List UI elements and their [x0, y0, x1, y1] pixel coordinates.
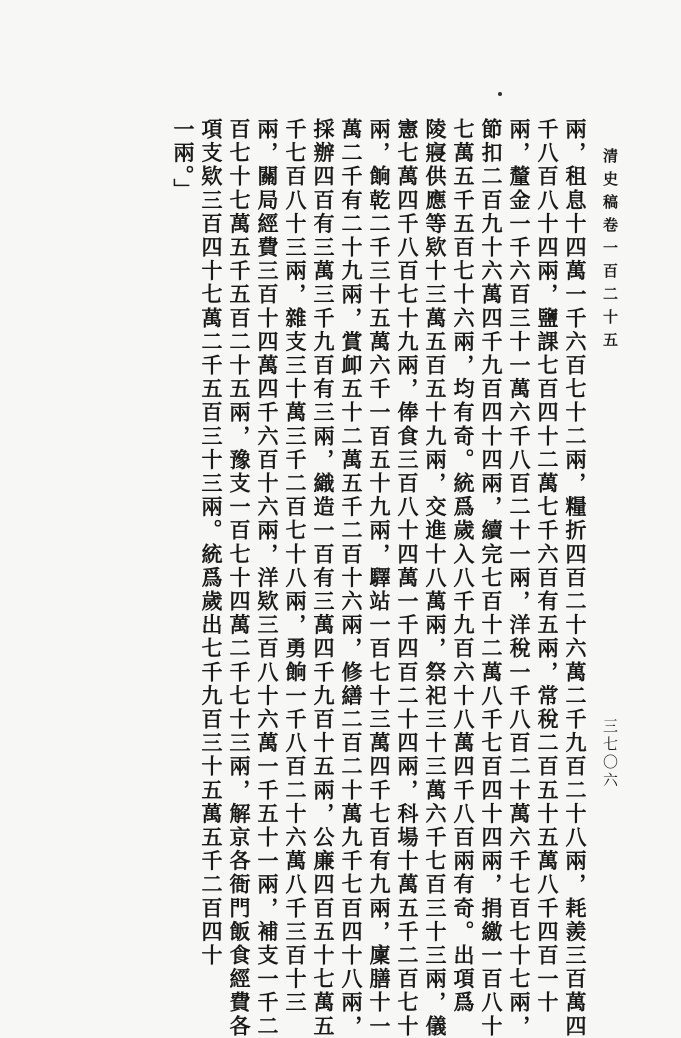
ink-speck: [498, 92, 502, 96]
running-title: 清史稿卷一百二十五: [601, 148, 619, 355]
text-column: 千八百八十四兩，鹽課七百四十二萬七千六百有五兩，常稅二百五十五萬八千四百一十: [535, 118, 560, 1015]
text-column: 項支欵三百四十七萬二千五百三十三兩。統爲歲出七千九百三十五萬五千二百四十: [199, 118, 224, 968]
text-column: 陵寢供應等欵十三萬五百五十九兩，交進十八萬兩，祭祀三十三萬六千七百三十三兩，儀: [423, 118, 448, 1038]
text-column: 兩，釐金一千六百三十一萬六千八百二十一兩，洋稅一千八百二十萬六千七百七十七兩，: [507, 118, 532, 1038]
main-text: [69, 118, 589, 1038]
text-column: 採辦四百有三萬三千九百有三兩，織造一百有三萬四千九百十五兩，公廉四百五十七萬五: [311, 118, 336, 1038]
text-column: 兩，餉乾二千三十五萬六千一百五十九兩，驛站一百七十三萬四千七百有九兩，廩膳十一: [367, 118, 392, 1038]
text-column: 節扣二百九十六萬四千九百四十四兩，續完七百十二萬八千七百四十四兩，捐繳一百八十: [479, 118, 504, 1038]
text-column: 百七十七萬五千五百二十五兩，豫支一百七十四萬二千七十三兩，解京各衙門飯食經費各: [227, 118, 252, 1038]
page-number: 三七〇六: [601, 718, 619, 790]
text-column: 七萬五千五百七十六兩，均有奇。統爲歲入八千九百六十八萬四千八百兩有奇。出項爲: [451, 118, 476, 1015]
text-column: 萬二千有二十九兩，賞卹五十二萬五千二百十六兩，修繕二百二十萬九千七百四十八兩，: [339, 118, 364, 1038]
text-column: 憲七萬四千八百七十九兩，俸食三百八十四萬一千四百二十四兩，科場十萬五千二百七十: [395, 118, 420, 1038]
text-column: 兩，關局經費三百十四萬四千六百十六兩，洋欵三百八十六萬一千五十一兩，補支一千二: [255, 118, 280, 1038]
text-column: 一兩。」: [171, 118, 196, 202]
text-column: 千七百八十三兩，雜支三十萬三千二百七十八兩，勇餉一千八百二十六萬八千三百十三: [283, 118, 308, 1015]
text-column: 兩，租息十四萬一千六百七十二兩，糧折四百二十六萬二千九百二十八兩，耗羨三百萬四: [563, 118, 588, 1038]
